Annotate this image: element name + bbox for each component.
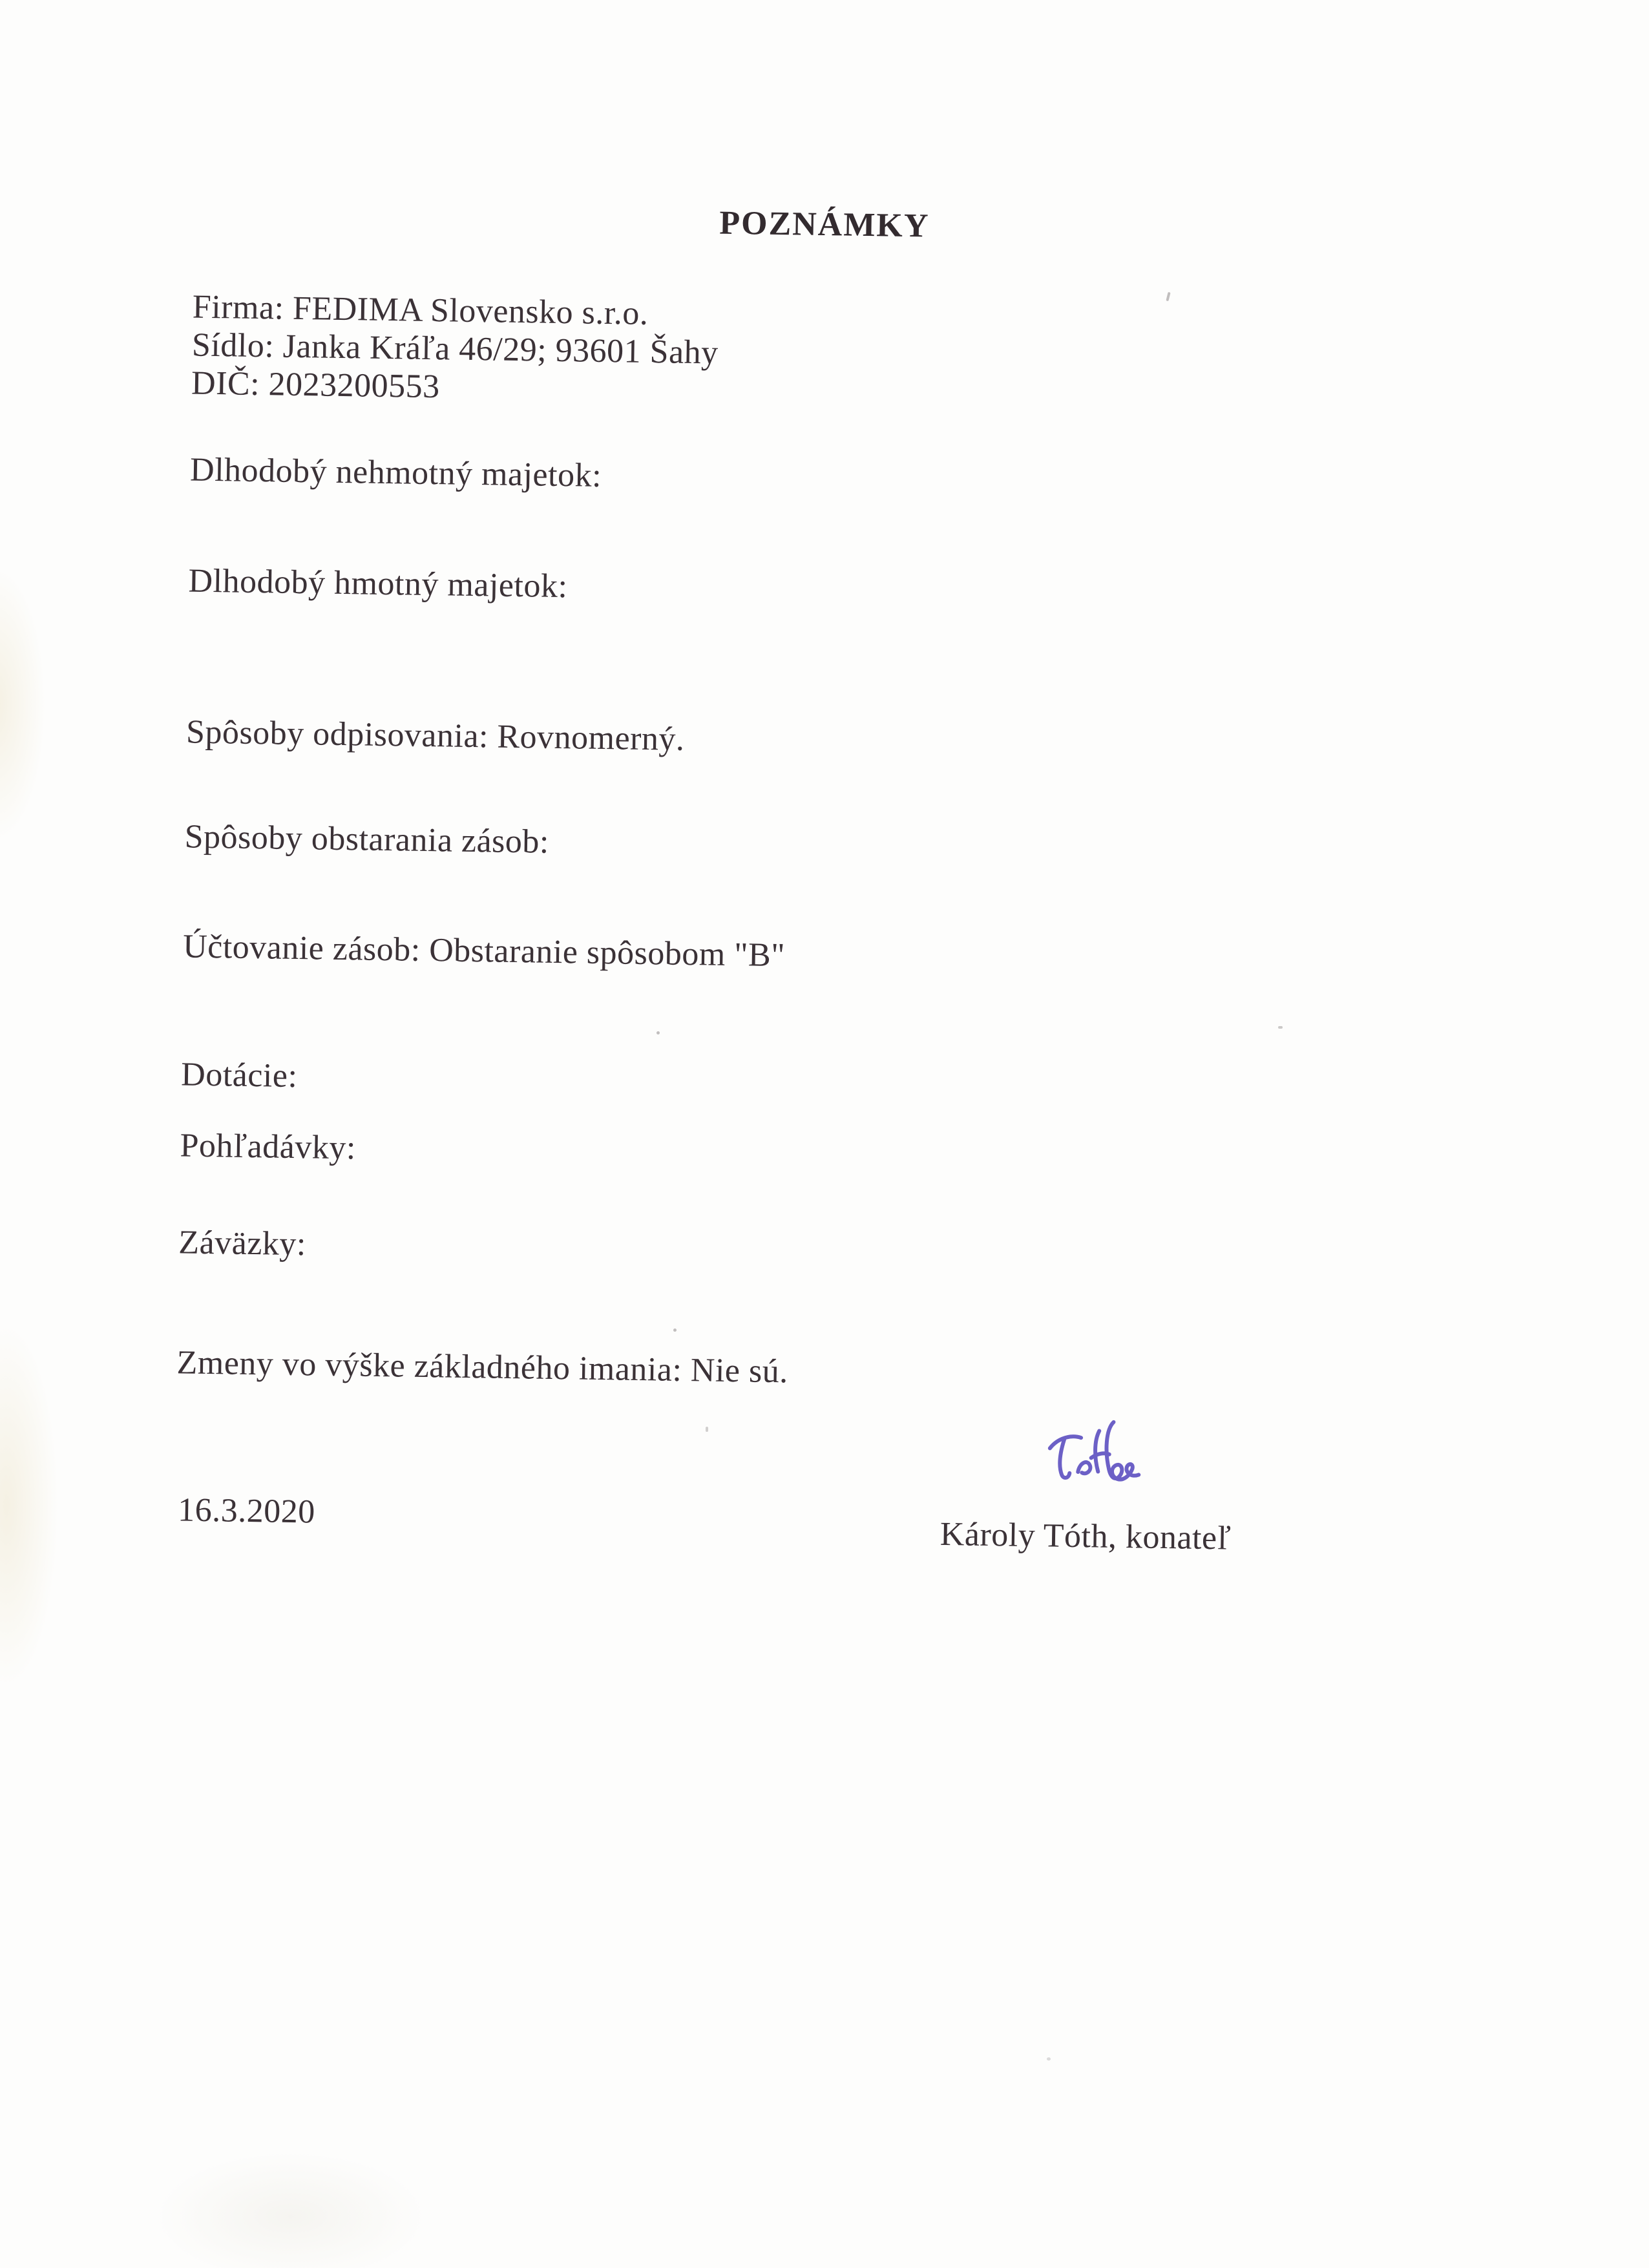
scan-speck bbox=[673, 1328, 677, 1332]
handwritten-signature-icon bbox=[1031, 1411, 1168, 1516]
company-name-line: Firma: FEDIMA Slovensko s.r.o. bbox=[192, 288, 649, 332]
signatory-name: Károly Tóth, konateľ bbox=[940, 1515, 1232, 1557]
line-uctovanie-zasob: Účtovanie zásob: Obstaranie spôsobom "B" bbox=[182, 928, 786, 974]
line-zmeny-zakladneho-imania: Zmeny vo výške základného imania: Nie sú. bbox=[176, 1344, 789, 1391]
scan-speck bbox=[1278, 1026, 1283, 1029]
line-zavazky: Záväzky: bbox=[178, 1224, 307, 1263]
scan-speck bbox=[706, 1427, 708, 1432]
scan-speck bbox=[656, 1031, 660, 1034]
line-sposoby-obstarania-zasob: Spôsoby obstarania zásob: bbox=[184, 818, 550, 861]
line-dotacie: Dotácie: bbox=[180, 1056, 298, 1095]
document-title: POZNÁMKY bbox=[719, 204, 930, 245]
company-tax-id-line: DIČ: 2023200553 bbox=[191, 364, 441, 406]
document-date: 16.3.2020 bbox=[177, 1491, 316, 1531]
scan-speck bbox=[1047, 2057, 1051, 2061]
line-pohladavky: Pohľadávky: bbox=[180, 1127, 357, 1167]
line-sposoby-odpisovania: Spôsoby odpisovania: Rovnomerný. bbox=[185, 713, 685, 758]
line-dlhodoby-hmotny-majetok: Dlhodobý hmotný majetok: bbox=[188, 562, 568, 605]
line-dlhodoby-nehmotny-majetok: Dlhodobý nehmotný majetok: bbox=[189, 451, 602, 494]
company-address-line: Sídlo: Janka Kráľa 46/29; 93601 Šahy bbox=[191, 326, 719, 372]
